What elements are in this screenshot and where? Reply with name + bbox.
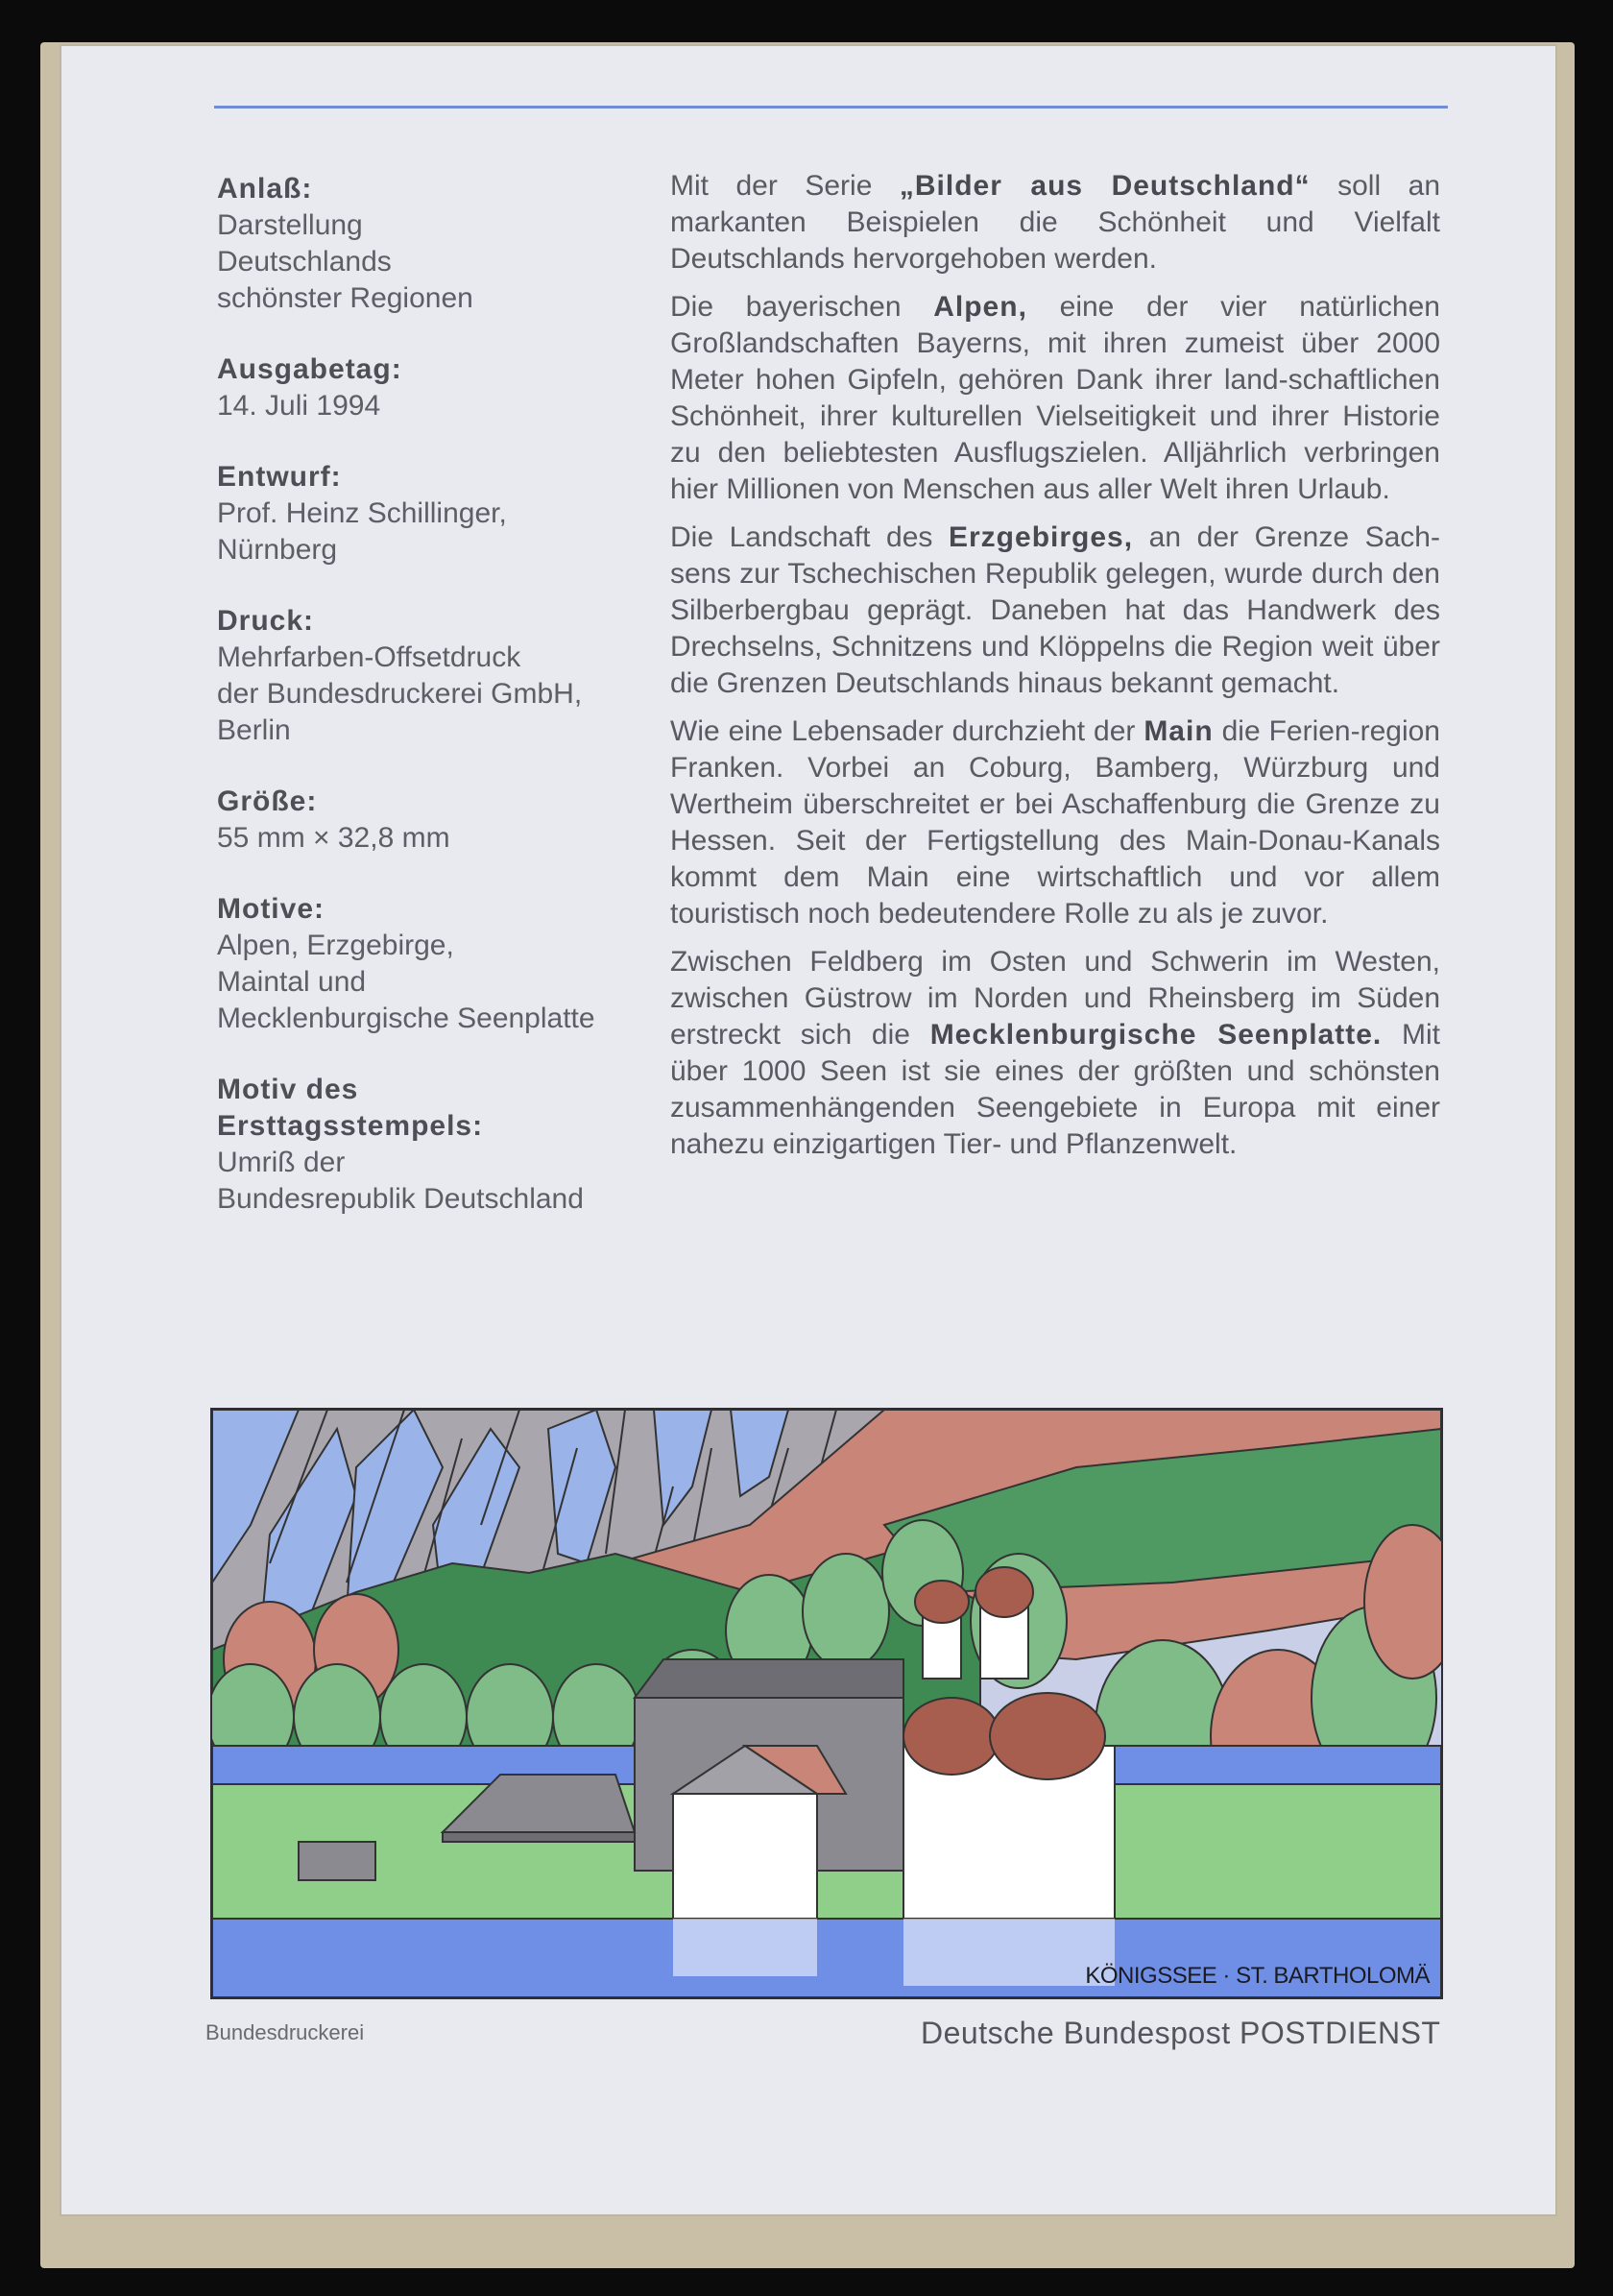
detail-block xyxy=(217,603,659,749)
paragraph-text: Mit über 1000 Seen ist sie eines der größten und schönsten zusammenhängenden Seengebiete in Europa mit einer nahezu einzigartigen Tier- und Pflanzenwelt. xyxy=(670,1019,1440,1160)
detail-label: Motiv des Ersttagsstempels: xyxy=(217,1074,484,1142)
detail-label: Motive: xyxy=(217,893,325,925)
paragraph-highlight: Erzgebirges, xyxy=(949,521,1134,553)
paragraph-highlight: „Bilder aus Deutschland“ xyxy=(899,170,1311,202)
detail-label: Entwurf: xyxy=(217,461,342,493)
paragraph-text: Wie eine Lebensader durchzieht der xyxy=(670,715,1144,747)
paragraph-highlight: Mecklenburgische Seenplatte. xyxy=(929,1019,1383,1051)
description-paragraph xyxy=(670,289,1440,508)
details-column xyxy=(217,171,659,1252)
header-rule xyxy=(214,106,1448,109)
description-paragraph xyxy=(670,520,1440,702)
paragraph-text: Die Landschaft des xyxy=(670,521,949,553)
detail-value: Mehrfarben-Offsetdruck der Bundesdruckerei GmbH, Berlin xyxy=(217,641,583,746)
paragraph-text: Mit der Serie xyxy=(670,170,900,202)
detail-value: Umriß der Bundesrepublik Deutschland xyxy=(217,1147,584,1215)
description-paragraph xyxy=(670,713,1440,932)
detail-value: 14. Juli 1994 xyxy=(217,390,381,422)
detail-block xyxy=(217,1072,659,1218)
description-column xyxy=(670,168,1440,1174)
detail-value: Prof. Heinz Schillinger, Nürnberg xyxy=(217,497,507,566)
paragraph-text: Zwischen Feldberg im Osten und Schwerin im Westen, zwischen Güstrow im Norden und Rheinsberg im Süden erstreckt sich die xyxy=(670,946,1440,1051)
detail-label: Größe: xyxy=(217,785,318,817)
detail-label: Ausgabetag: xyxy=(217,353,402,385)
paragraph-text: soll an markanten Beispielen die Schönheit und Vielfalt Deutschlands hervorgehoben werden. xyxy=(670,170,1441,275)
koenigssee-illustration xyxy=(212,1410,1441,1997)
detail-block xyxy=(217,784,659,857)
printer-credit: Bundesdruckerei xyxy=(205,2020,365,2044)
detail-value: Alpen, Erzgebirge, Maintal und Mecklenburgische Seenplatte xyxy=(217,930,595,1034)
detail-block xyxy=(217,171,659,317)
paragraph-text: eine der vier natürlichen Großlandschaften Bayerns, mit ihren zumeist über 2000 Meter hohen Gipfeln, gehören Dank ihrer land-schaftlichen Schönheit, ihrer kulturellen Vielseitigkeit und ihrer Historie zu den beliebtesten Ausflugszielen. Alljährlich verbringen hier Millionen von Menschen aus aller Welt ihren Urlaub. xyxy=(670,291,1440,505)
illustration-caption: KÖNIGSSEE · ST. BARTHOLOMÄ xyxy=(1085,1963,1430,1989)
paragraph-text: Die bayerischen xyxy=(670,291,934,323)
description-paragraph xyxy=(670,168,1440,278)
paragraph-highlight: Main xyxy=(1144,715,1214,747)
detail-value: Darstellung Deutschlands schönster Regionen xyxy=(217,209,473,314)
paragraph-highlight: Alpen, xyxy=(933,291,1027,323)
illustration xyxy=(210,1408,1443,1999)
detail-block xyxy=(217,891,659,1037)
detail-block xyxy=(217,459,659,568)
detail-label: Anlaß: xyxy=(217,173,313,205)
paragraph-text: die Ferien-region Franken. Vorbei an Coburg, Bamberg, Würzburg und Wertheim überschreitet er bei Aschaffenburg die Grenze zu Hessen. Seit der Fertigstellung des Main-Donau-Kanals kommt dem Main eine wirtschaftlich und vor allem touristisch noch bedeutendere Rolle zu als je zuvor. xyxy=(670,715,1440,930)
publisher-credit: Deutsche Bundespost POSTDIENST xyxy=(921,2016,1441,2050)
detail-block xyxy=(217,351,659,424)
description-paragraph xyxy=(670,944,1440,1163)
detail-value: 55 mm × 32,8 mm xyxy=(217,822,450,854)
paragraph-text: an der Grenze Sach-sens zur Tschechischen Republik gelegen, wurde durch den Silberbergbau geprägt. Daneben hat das Handwerk des Drechselns, Schnitzens und Klöppelns die Region weit über die Grenzen Deutschlands hinaus bekannt gemacht. xyxy=(670,521,1440,699)
detail-label: Druck: xyxy=(217,605,315,637)
